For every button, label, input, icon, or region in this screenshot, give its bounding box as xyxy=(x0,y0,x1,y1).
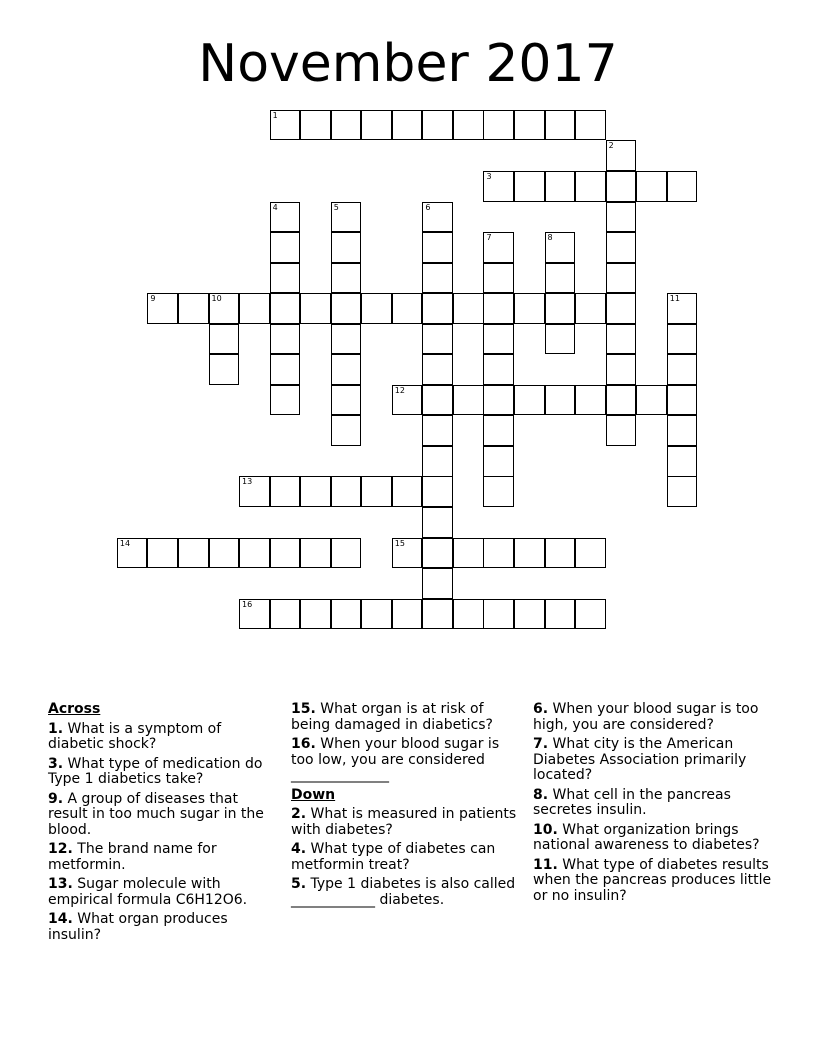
clue-number-label: 10 xyxy=(211,294,222,304)
grid-cell[interactable] xyxy=(667,446,698,477)
grid-cell[interactable] xyxy=(270,263,301,294)
grid-cell[interactable] xyxy=(483,476,514,507)
grid-cell[interactable] xyxy=(514,293,545,324)
grid-cell[interactable] xyxy=(545,324,576,355)
grid-cell[interactable] xyxy=(606,202,637,233)
grid-cell[interactable] xyxy=(606,354,637,385)
grid-cell[interactable] xyxy=(331,263,362,294)
grid-cell[interactable] xyxy=(300,538,331,569)
clue-down-8: 8. What cell in the pancreas secretes insulin. xyxy=(533,786,731,818)
grid-cell[interactable] xyxy=(545,171,576,202)
grid-cell[interactable] xyxy=(270,324,301,355)
grid-cell[interactable] xyxy=(575,110,606,141)
grid-cell[interactable] xyxy=(667,415,698,446)
grid-cell-clue-16[interactable] xyxy=(239,599,270,630)
clue-across-12: 12. The brand name for metformin. xyxy=(48,841,217,873)
grid-cell-clue-2[interactable] xyxy=(606,140,637,171)
grid-cell[interactable] xyxy=(667,171,698,202)
grid-cell[interactable] xyxy=(331,476,362,507)
grid-cell-clue-7[interactable] xyxy=(483,232,514,263)
grid-cell[interactable] xyxy=(606,232,637,263)
grid-cell[interactable] xyxy=(606,263,637,294)
grid-cell[interactable] xyxy=(575,599,606,630)
grid-cell-clue-13[interactable] xyxy=(239,476,270,507)
grid-cell[interactable] xyxy=(636,385,667,416)
grid-cell[interactable] xyxy=(453,599,484,630)
grid-cell[interactable] xyxy=(209,324,240,355)
grid-cell[interactable] xyxy=(392,476,423,507)
grid-cell[interactable] xyxy=(422,415,453,446)
grid-cell[interactable] xyxy=(453,110,484,141)
grid-cell[interactable] xyxy=(270,293,301,324)
grid-cell[interactable] xyxy=(422,446,453,477)
clue-down-4: 4. What type of diabetes can metformin treat? xyxy=(291,841,496,873)
clue-across-16: 16. When your blood sugar is too low, you are considered ______________ xyxy=(291,736,500,783)
grid-cell[interactable] xyxy=(331,232,362,263)
grid-cell[interactable] xyxy=(453,293,484,324)
grid-cell[interactable] xyxy=(636,171,667,202)
grid-cell-clue-14[interactable] xyxy=(117,538,148,569)
grid-cell[interactable] xyxy=(331,324,362,355)
grid-cell[interactable] xyxy=(545,263,576,294)
grid-cell[interactable] xyxy=(331,415,362,446)
grid-cell-clue-15[interactable] xyxy=(392,538,423,569)
grid-cell[interactable] xyxy=(483,415,514,446)
grid-cell[interactable] xyxy=(147,538,178,569)
clue-down-5: 5. Type 1 diabetes is also called ____________ diabetes. xyxy=(291,876,516,908)
grid-cell[interactable] xyxy=(361,476,392,507)
grid-cell[interactable] xyxy=(483,538,514,569)
grid-cell[interactable] xyxy=(667,354,698,385)
clue-number-label: 16 xyxy=(242,599,253,609)
grid-cell[interactable] xyxy=(300,110,331,141)
puzzle-title: November 2017 xyxy=(198,34,618,94)
grid-cell-clue-6[interactable] xyxy=(422,202,453,233)
grid-cell[interactable] xyxy=(483,385,514,416)
grid-cell[interactable] xyxy=(422,110,453,141)
grid-cell[interactable] xyxy=(361,110,392,141)
clue-down-10: 10. What organization brings national awareness to diabetes? xyxy=(533,821,760,853)
clue-number-label: 9 xyxy=(150,294,156,304)
grid-cell[interactable] xyxy=(361,293,392,324)
grid-cell[interactable] xyxy=(300,293,331,324)
grid-cell[interactable] xyxy=(545,599,576,630)
clue-down-6: 6. When your blood sugar is too high, you are considered? xyxy=(533,701,759,733)
grid-cell[interactable] xyxy=(483,324,514,355)
grid-cell[interactable] xyxy=(483,354,514,385)
grid-cell[interactable] xyxy=(300,476,331,507)
clue-number-label: 5 xyxy=(333,202,339,212)
clue-number-label: 12 xyxy=(394,385,405,395)
grid-cell[interactable] xyxy=(422,568,453,599)
grid-cell-clue-4[interactable] xyxy=(270,202,301,233)
grid-cell[interactable] xyxy=(422,599,453,630)
clue-across-13: 13. Sugar molecule with empirical formula C6H12O6. xyxy=(48,876,248,908)
grid-cell[interactable] xyxy=(606,171,637,202)
clue-number-label: 8 xyxy=(547,233,553,243)
grid-cell[interactable] xyxy=(514,538,545,569)
grid-cell[interactable] xyxy=(331,538,362,569)
grid-cell[interactable] xyxy=(606,385,637,416)
grid-cell-clue-3[interactable] xyxy=(483,171,514,202)
grid-cell[interactable] xyxy=(331,110,362,141)
grid-cell[interactable] xyxy=(514,110,545,141)
grid-cell[interactable] xyxy=(483,599,514,630)
grid-cell[interactable] xyxy=(422,538,453,569)
clues-column-2 xyxy=(291,702,523,912)
grid-cell-clue-1[interactable] xyxy=(270,110,301,141)
grid-cell[interactable] xyxy=(667,324,698,355)
grid-cell[interactable] xyxy=(422,232,453,263)
grid-cell[interactable] xyxy=(514,385,545,416)
clue-number-label: 7 xyxy=(486,233,492,243)
grid-cell[interactable] xyxy=(270,538,301,569)
grid-cell[interactable] xyxy=(575,171,606,202)
grid-cell[interactable] xyxy=(667,385,698,416)
grid-cell[interactable] xyxy=(606,415,637,446)
clue-down-2: 2. What is measured in patients with diabetes? xyxy=(291,806,517,838)
grid-cell[interactable] xyxy=(239,538,270,569)
grid-cell[interactable] xyxy=(209,538,240,569)
grid-cell[interactable] xyxy=(483,110,514,141)
grid-cell[interactable] xyxy=(545,538,576,569)
across-heading: Across xyxy=(48,701,101,717)
grid-cell[interactable] xyxy=(575,293,606,324)
clues-column-1 xyxy=(48,702,280,947)
clue-number-label: 3 xyxy=(486,171,492,181)
grid-cell[interactable] xyxy=(422,293,453,324)
grid-cell-clue-12[interactable] xyxy=(392,385,423,416)
grid-cell-clue-9[interactable] xyxy=(147,293,178,324)
grid-cell[interactable] xyxy=(270,385,301,416)
grid-cell[interactable] xyxy=(209,354,240,385)
grid-cell[interactable] xyxy=(422,385,453,416)
clue-number-label: 2 xyxy=(608,141,614,151)
clue-across-3: 3. What type of medication do Type 1 diabetics take? xyxy=(48,755,263,787)
grid-cell[interactable] xyxy=(331,354,362,385)
down-heading: Down xyxy=(291,786,336,803)
clue-down-7: 7. What city is the American Diabetes Association primarily located? xyxy=(533,736,747,783)
grid-cell[interactable] xyxy=(361,599,392,630)
grid-cell[interactable] xyxy=(270,476,301,507)
grid-cell[interactable] xyxy=(331,293,362,324)
clue-number-label: 1 xyxy=(272,110,278,120)
grid-cell[interactable] xyxy=(270,232,301,263)
clue-number-label: 14 xyxy=(119,538,131,548)
clues-column-3 xyxy=(533,702,773,908)
grid-cell[interactable] xyxy=(331,385,362,416)
clue-across-1: 1. What is a symptom of diabetic shock? xyxy=(48,720,222,752)
clue-number-label: 6 xyxy=(425,202,431,212)
grid-cell[interactable] xyxy=(575,538,606,569)
clue-across-15: 15. What organ is at risk of being damaged in diabetics? xyxy=(291,701,493,733)
grid-cell-clue-10[interactable] xyxy=(209,293,240,324)
grid-cell[interactable] xyxy=(239,293,270,324)
clue-number-label: 11 xyxy=(669,294,680,304)
grid-cell[interactable] xyxy=(545,110,576,141)
clue-down-11: 11. What type of diabetes results when the pancreas produces little or no insulin? xyxy=(533,856,772,904)
grid-cell[interactable] xyxy=(422,476,453,507)
grid-cell[interactable] xyxy=(422,507,453,538)
grid-cell[interactable] xyxy=(514,599,545,630)
grid-cell-clue-11[interactable] xyxy=(667,293,698,324)
grid-cell[interactable] xyxy=(483,293,514,324)
grid-cell[interactable] xyxy=(392,293,423,324)
grid-cell-clue-5[interactable] xyxy=(331,202,362,233)
grid-cell[interactable] xyxy=(422,263,453,294)
grid-cell[interactable] xyxy=(422,324,453,355)
clue-across-9: 9. A group of diseases that result in too much sugar in the blood. xyxy=(48,790,264,838)
grid-cell[interactable] xyxy=(514,171,545,202)
grid-cell[interactable] xyxy=(453,538,484,569)
grid-cell[interactable] xyxy=(178,293,209,324)
grid-cell[interactable] xyxy=(270,354,301,385)
clue-number-label: 4 xyxy=(272,202,278,212)
grid-cell[interactable] xyxy=(178,538,209,569)
grid-cell[interactable] xyxy=(331,599,362,630)
grid-cell[interactable] xyxy=(606,324,637,355)
clue-number-label: 15 xyxy=(394,538,405,548)
grid-cell[interactable] xyxy=(545,293,576,324)
clue-across-14: 14. What organ produces insulin? xyxy=(48,911,228,943)
grid-cell[interactable] xyxy=(483,263,514,294)
grid-cell-clue-8[interactable] xyxy=(545,232,576,263)
grid-cell[interactable] xyxy=(300,599,331,630)
grid-cell[interactable] xyxy=(483,446,514,477)
grid-cell[interactable] xyxy=(422,354,453,385)
grid-cell[interactable] xyxy=(575,385,606,416)
grid-cell[interactable] xyxy=(392,599,423,630)
grid-cell[interactable] xyxy=(606,293,637,324)
grid-cell[interactable] xyxy=(270,599,301,630)
grid-cell[interactable] xyxy=(392,110,423,141)
grid-cell[interactable] xyxy=(453,385,484,416)
grid-cell[interactable] xyxy=(667,476,698,507)
clue-number-label: 13 xyxy=(242,477,253,487)
grid-cell[interactable] xyxy=(545,385,576,416)
